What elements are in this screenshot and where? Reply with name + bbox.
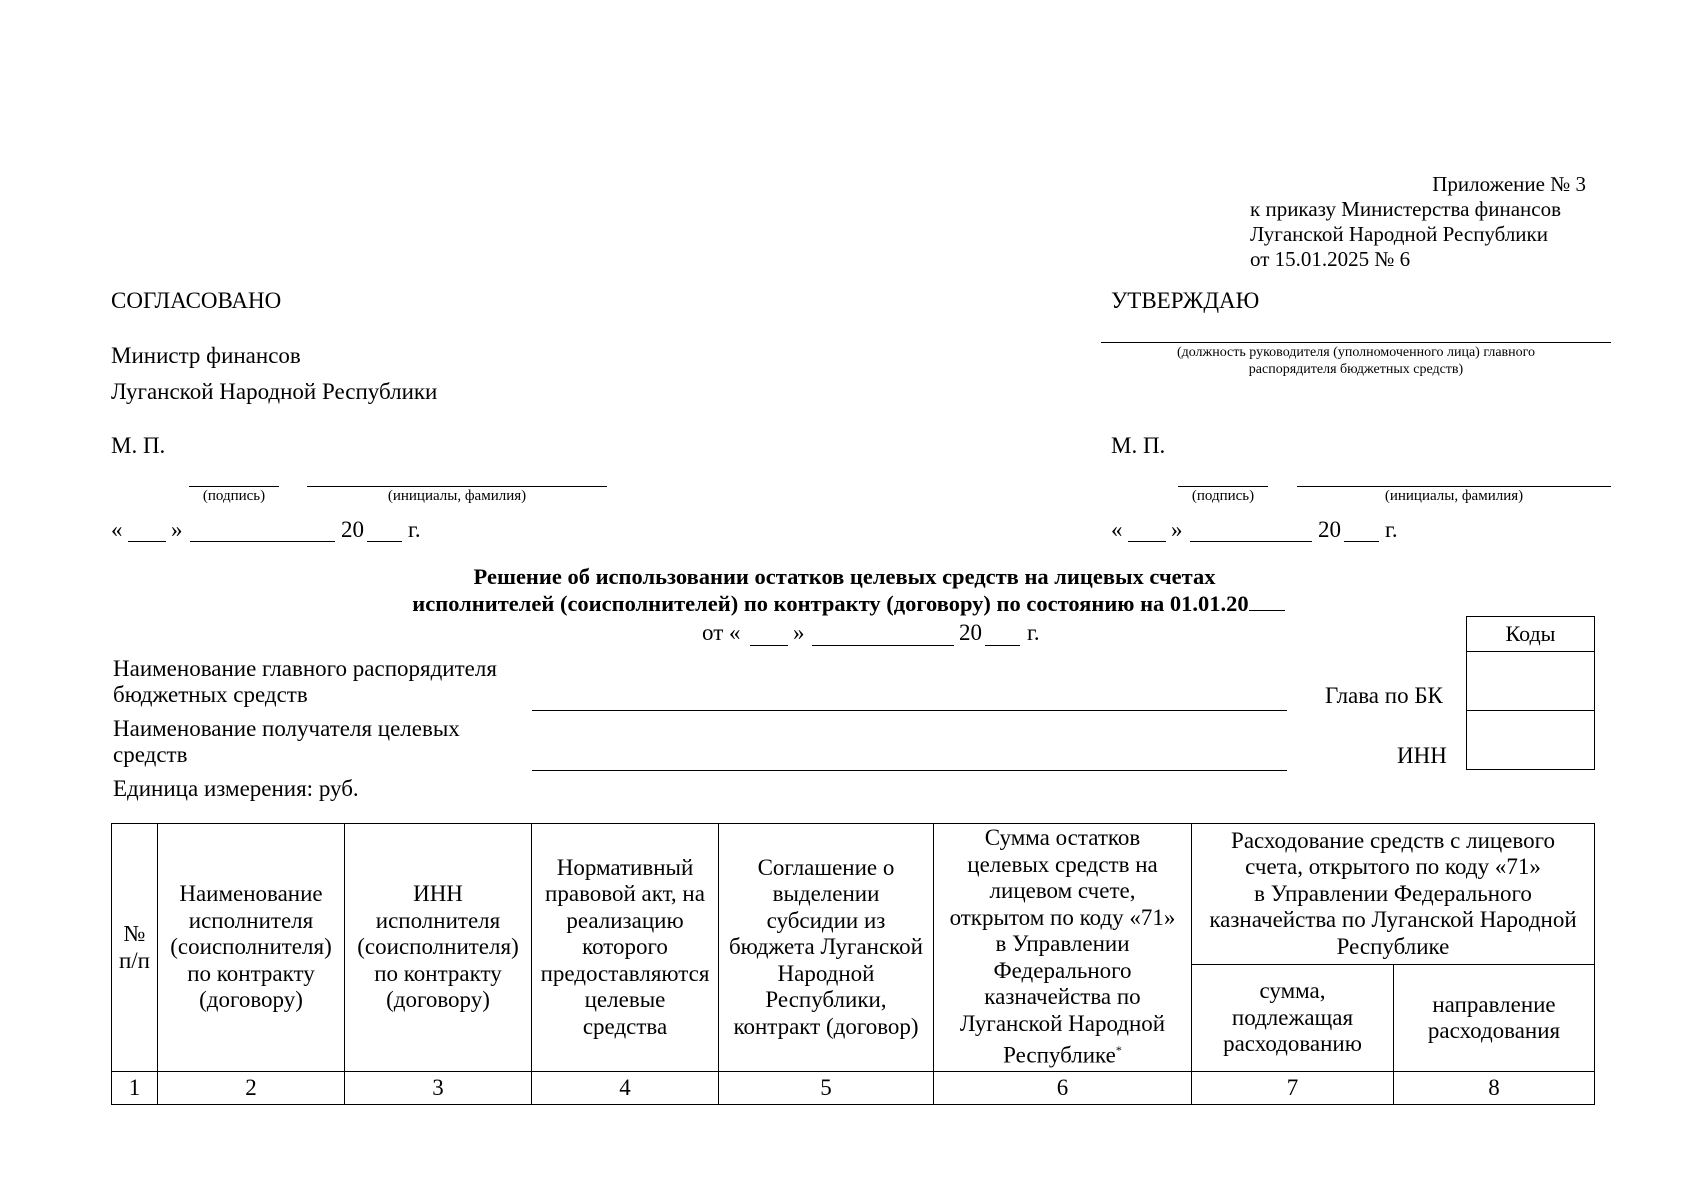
agreed-signature-caption: (подпись) [202,488,266,504]
document-title-line1: Решение об использовании остатков целевых средств на лицевых счетах [473,564,1216,589]
col-header-spending-direction [1394,965,1595,1072]
col-header-spending-group-line: в Управлении Федерального [1254,880,1532,906]
col-number-3: 3 [345,1072,532,1105]
col-number-1: 1 [112,1072,158,1105]
footnote-mark: * [1115,1043,1122,1058]
col-header-legal-act-line: средства [582,1013,668,1039]
col-header-sum-to-spend-line: подлежащая [1231,1004,1354,1030]
agreed-date-g: г. [408,517,421,542]
title-date-g: г. [1027,620,1040,645]
recipient-field[interactable] [532,770,1287,771]
agreed-stamp: М. П. [111,433,166,458]
recipient-label [113,716,460,768]
col-number-2: 2 [158,1072,345,1105]
col-header-executor-name-line: по контракту [187,960,315,986]
col-header-number-line: № [123,921,146,946]
document-title-line2 [0,590,1697,617]
col-header-residual-sum-line: открытом по коду «71» [949,904,1176,930]
col-header-spending-direction-line: направление [1432,991,1556,1017]
col-header-sum-to-spend [1192,965,1394,1072]
col-header-spending-direction-line: расходования [1427,1018,1561,1043]
col-header-residual-sum [934,824,1192,1072]
main-manager-label [113,656,497,708]
appendix-date: от 15.01.2025 № 6 [1250,247,1411,271]
col-header-executor-inn-line: ИНН [413,881,463,907]
agreed-date-day-line [128,541,166,542]
col-header-legal-act-line: реализацию [566,907,684,933]
col-header-residual-sum-line: казначейства по [984,984,1141,1010]
col-header-spending-group-line: счета, открытого по коду «71» [1245,854,1541,880]
approve-stamp: М. П. [1111,433,1166,458]
title-date-day-line [750,645,788,646]
main-manager-label-line2: бюджетных средств [113,682,308,707]
col-header-legal-act [532,824,719,1072]
code-cell-glava[interactable] [1467,651,1594,710]
col-header-number [112,824,158,1072]
col-header-executor-name-line: (соисполнителя) [170,934,332,960]
code-cell-inn[interactable] [1467,710,1594,769]
col-header-spending-group-line: казначейства по Луганской Народной [1209,907,1577,933]
col-header-number-line: п/п [118,947,150,973]
agreed-name-caption: (инициалы, фамилия) [387,488,527,504]
approve-date-day-line [1128,541,1166,542]
col-header-agreement-line: Народной [777,960,875,986]
col-header-agreement-line: субсидии из [766,907,886,933]
title-date-close: » [793,620,805,645]
col-header-executor-inn [345,824,532,1072]
col-header-residual-sum-line: Федерального [993,957,1132,983]
codes-header: Коды [1505,621,1556,646]
approve-position-caption-line2: распорядителя бюджетных средств) [1248,362,1464,377]
main-manager-label-line1: Наименование главного распорядителя [113,656,497,681]
col-header-legal-act-line: правовой акт, на [545,881,705,907]
col-header-legal-act-line: Нормативный [556,854,694,880]
col-number-5: 5 [719,1072,934,1105]
approve-date-month-line [1190,541,1312,542]
col-header-executor-name-line: Наименование [179,881,323,907]
approve-date-close: » [1171,517,1183,542]
approve-date-open: « [1111,517,1123,542]
document-title-line2-text: исполнителей (соисполнителей) по контракту (договору) по состоянию на 01.01.20 [412,591,1249,616]
col-header-agreement-line: бюджета Луганской [728,934,923,960]
col-header-sum-to-spend-line: расходованию [1223,1031,1362,1057]
appendix-order-ref: к приказу Министерства финансов [1250,197,1562,221]
agreed-date-close: » [171,517,183,542]
appendix-header [1250,172,1590,272]
col-header-residual-sum-line: Сумма остатков [984,825,1141,851]
col-header-spending-group-line: Расходование средств с лицевого [1231,827,1555,853]
agreed-name-line [307,486,607,487]
col-header-executor-name-line: исполнителя [188,907,314,933]
col-header-residual-sum-line: целевых средств на [967,851,1158,877]
approve-signature-caption: (подпись) [1191,488,1255,504]
col-header-agreement-line: Соглашение о [757,854,895,880]
residuals-table [111,823,1595,1105]
col-header-agreement-line: контракт (договор) [733,1013,919,1039]
title-date-month-line [812,645,954,646]
recipient-label-line2: средств [113,742,188,767]
approve-date-g: г. [1385,517,1398,542]
recipient-label-line1: Наименование получателя целевых [113,716,460,741]
col-header-executor-inn-line: по контракту [374,960,502,986]
col-header-residual-sum-line: в Управлении [995,931,1130,957]
col-header-executor-inn-line: (договору) [386,987,490,1013]
col-header-spending-group-line: Республике [1336,933,1450,959]
table-column-numbers-row [112,1072,1595,1105]
approve-signature-line [1178,486,1268,487]
agreed-date-open: « [111,517,123,542]
approve-position-caption [1101,344,1611,378]
agreed-position-line1: Министр финансов [111,343,301,368]
title-date-year: 20 [959,620,982,645]
col-header-residual-sum-line: Луганской Народной [959,1010,1166,1036]
col-header-executor-inn-line: исполнителя [375,907,501,933]
title-date-year-line [985,645,1020,646]
col-number-7: 7 [1192,1072,1394,1105]
col-header-sum-to-spend-line: сумма, [1259,978,1326,1004]
approve-name-line [1297,486,1611,487]
agreed-date-year-line [367,541,402,542]
col-number-8: 8 [1394,1072,1595,1105]
glava-bk-label: Глава по БК [1325,683,1443,708]
col-header-spending-group [1192,824,1595,965]
approve-date-year: 20 [1318,517,1341,542]
table-header-row-1 [112,824,1595,965]
col-header-legal-act-line: предоставляются [540,960,710,986]
document-title [0,563,1697,617]
col-number-4: 4 [532,1072,719,1105]
col-header-executor-name-line: (договору) [199,987,303,1013]
agreed-date-year: 20 [341,517,364,542]
col-header-legal-act-line: которого [582,934,668,960]
document-title-year-blank [1249,590,1285,611]
col-header-executor-name [158,824,345,1072]
inn-label: ИНН [1397,743,1447,768]
col-header-legal-act-line: целевые [584,987,666,1013]
col-header-agreement [719,824,934,1072]
codes-box [1466,616,1595,770]
col-header-agreement-line: Республики, [765,987,887,1013]
main-manager-field[interactable] [532,710,1287,711]
approve-date-year-line [1344,541,1379,542]
agreed-heading: СОГЛАСОВАНО [111,288,282,313]
agreed-position-line2: Луганской Народной Республики [111,379,438,404]
appendix-number: Приложение № 3 [1432,172,1586,196]
col-header-residual-sum-line: Республике* [1003,1043,1122,1069]
approve-name-caption: (инициалы, фамилия) [1384,488,1524,504]
appendix-ministry: Луганской Народной Республики [1250,222,1548,246]
col-header-residual-sum-line: лицевом счете, [989,878,1136,904]
col-header-agreement-line: выделении [772,881,880,907]
col-number-6: 6 [934,1072,1192,1105]
agreed-date-month-line [190,541,335,542]
col-header-executor-inn-line: (соисполнителя) [357,934,519,960]
approve-position-line [1101,342,1611,343]
agreed-signature-line [189,486,279,487]
title-date-from: от « [702,620,741,645]
approve-position-caption-line1: (должность руководителя (уполномоченного лица) главного [1176,345,1536,360]
unit-of-measure: Единица измерения: руб. [113,776,359,801]
approve-heading: УТВЕРЖДАЮ [1111,288,1260,313]
